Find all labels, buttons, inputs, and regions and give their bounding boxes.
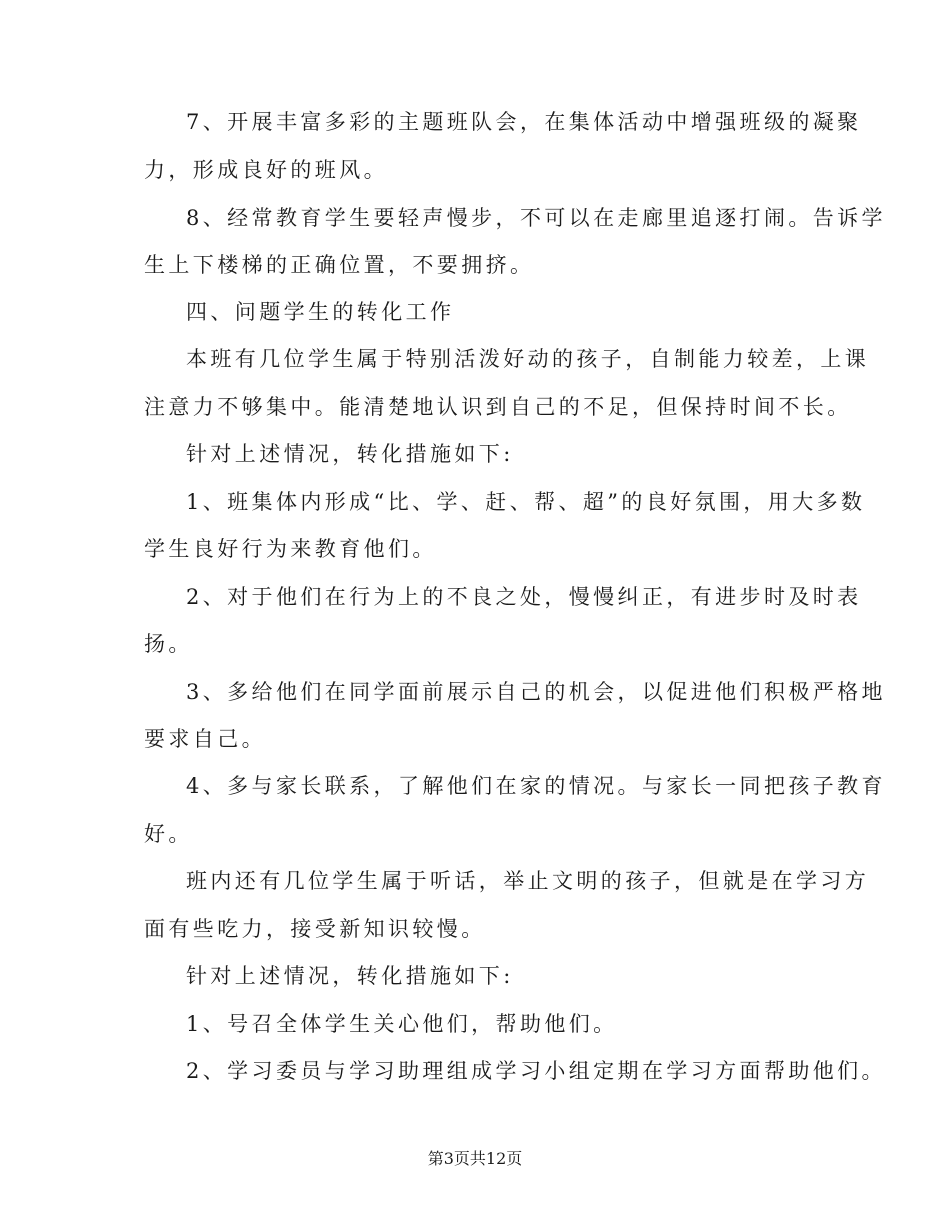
paragraph-line: 1、号召全体学生关心他们，帮助他们。 — [186, 1012, 618, 1036]
paragraph-line: 4、多与家长联系，了解他们在家的情况。与家长一同把孩子教育 — [186, 774, 886, 798]
paragraph-line: 2、对于他们在行为上的不良之处，慢慢纠正，有进步时及时表 — [186, 585, 862, 609]
paragraph-line: 本班有几位学生属于特别活泼好动的孩子，自制能力较差，上课 — [186, 347, 870, 371]
paragraph-line: 2、学习委员与学习助理组成学习小组定期在学习方面帮助他们。 — [186, 1059, 886, 1083]
paragraph-line: 学生良好行为来教育他们。 — [144, 537, 437, 561]
paragraph-line: 力，形成良好的班风。 — [144, 158, 388, 182]
paragraph-line: 7、开展丰富多彩的主题班队会，在集体活动中增强班级的凝聚 — [186, 110, 862, 134]
paragraph-line: 好。 — [144, 822, 193, 846]
paragraph-line: 扬。 — [144, 632, 193, 656]
page-number-footer: 第3页共12页 — [427, 1149, 523, 1168]
paragraph-line: 针对上述情况，转化措施如下: — [186, 964, 514, 988]
paragraph-line: 注意力不够集中。能清楚地认识到自己的不足，但保持时间不长。 — [144, 395, 852, 419]
paragraph-line: 要求自己。 — [144, 727, 266, 751]
paragraph-line: 1、班集体内形成“比、学、赶、帮、超”的良好氛围，用大多数 — [186, 490, 866, 514]
section-heading: 四、问题学生的转化工作 — [186, 300, 455, 324]
paragraph-line: 3、多给他们在同学面前展示自己的机会，以促进他们积极严格地 — [186, 680, 886, 704]
paragraph-line: 班内还有几位学生属于听话，举止文明的孩子，但就是在学习方 — [186, 869, 870, 893]
paragraph-line: 面有些吃力，接受新知识较慢。 — [144, 917, 486, 941]
paragraph-line: 8、经常教育学生要轻声慢步，不可以在走廊里追逐打闹。告诉学 — [186, 206, 886, 230]
paragraph-line: 生上下楼梯的正确位置，不要拥挤。 — [144, 253, 535, 277]
paragraph-line: 针对上述情况，转化措施如下: — [186, 442, 514, 466]
